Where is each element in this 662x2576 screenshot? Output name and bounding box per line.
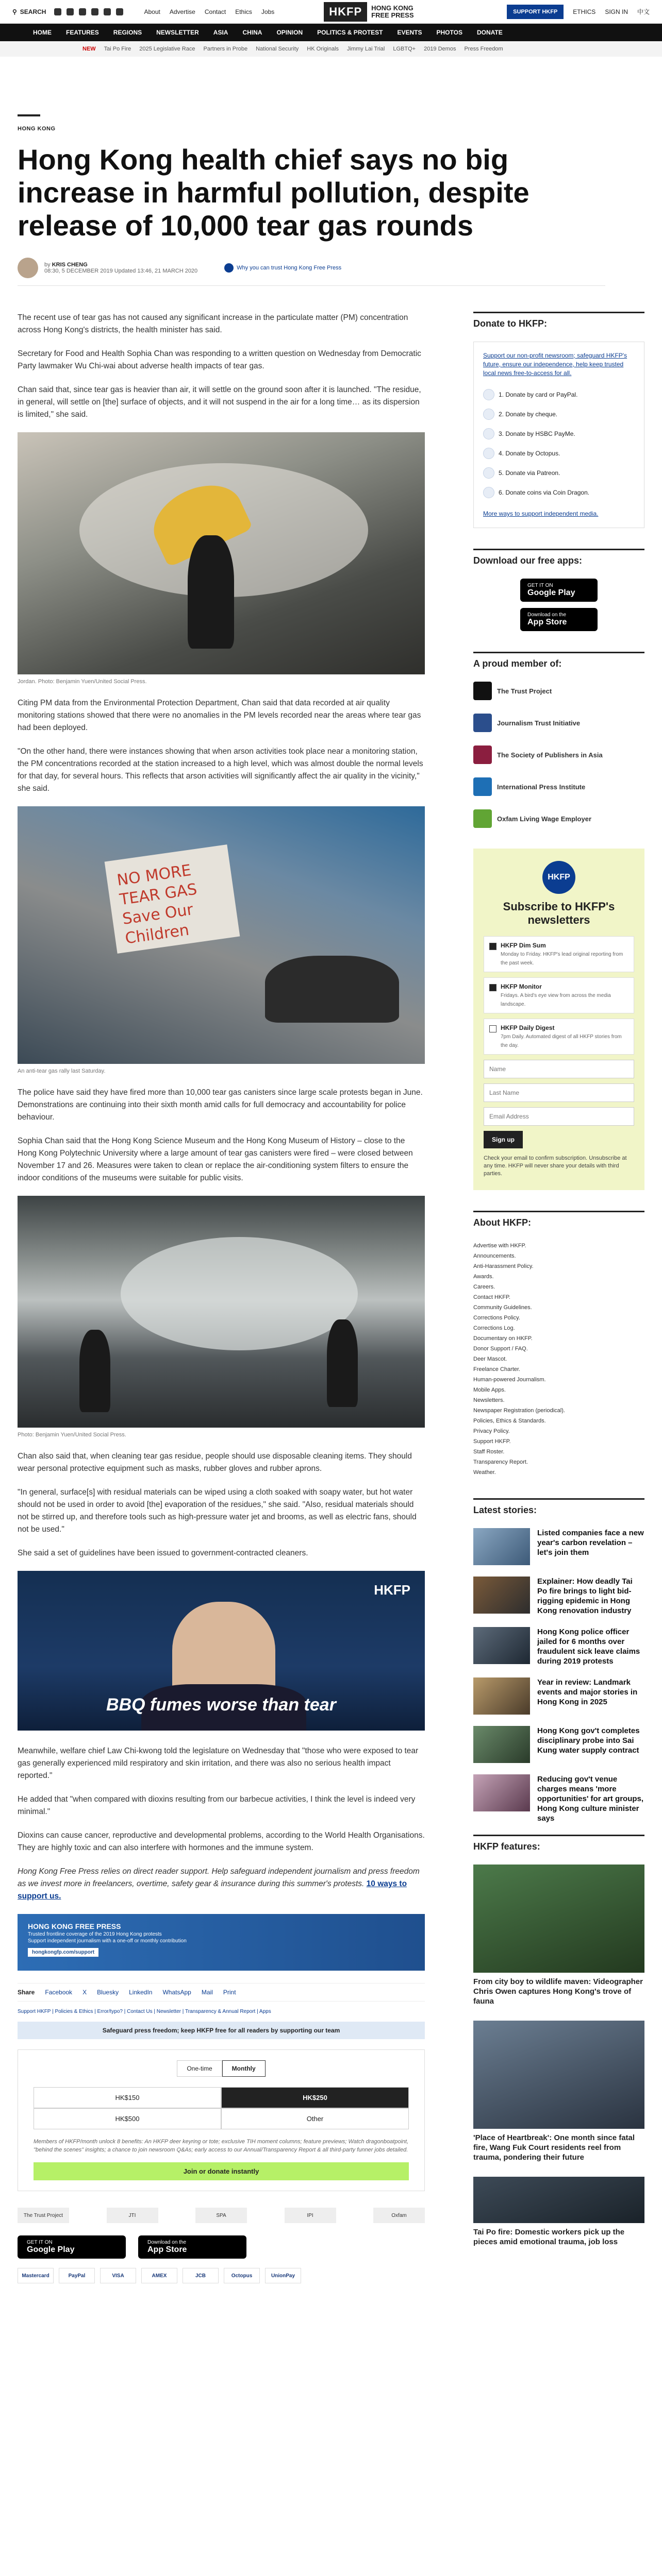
story-item[interactable] xyxy=(473,1577,644,1616)
search-label: SEARCH xyxy=(20,8,46,15)
story-thumbnail xyxy=(473,1528,530,1565)
nav-item-regions[interactable]: REGIONS xyxy=(113,29,142,36)
donate-method[interactable] xyxy=(483,463,635,483)
member-sopa[interactable] xyxy=(473,745,644,764)
search-icon: ⚲ xyxy=(12,8,17,15)
features-list xyxy=(473,1865,644,2247)
donate-amounts xyxy=(34,2087,409,2129)
newsletter-option-name: HKFP Daily Digest xyxy=(501,1024,555,1031)
newsletter-option[interactable] xyxy=(484,977,634,1013)
sign-text: NO MORE TEAR GAS Save Our Children xyxy=(115,861,198,948)
latest-heading: Latest stories: xyxy=(473,1498,644,1521)
top-links-right xyxy=(507,5,650,19)
paragraph: Chan also said that, when cleaning tear gas residue, people should use disposable cleaning items. They should wear personal protective equipment such as masks, rubber gloves and rubber aprons. xyxy=(18,1452,412,1473)
about-link[interactable]: Support HKFP. xyxy=(473,1438,511,1445)
officer-figure xyxy=(327,1319,358,1407)
story-item[interactable] xyxy=(473,1528,644,1565)
embedded-video[interactable] xyxy=(18,1571,425,1731)
story-item[interactable] xyxy=(473,1627,644,1666)
subnav-item[interactable]: LGBTQ+ xyxy=(393,46,416,52)
donate-more-link[interactable]: More ways to support independent media. xyxy=(483,510,599,517)
features-heading: HKFP features: xyxy=(473,1835,644,1857)
story-thumbnail xyxy=(473,1726,530,1763)
google-play-button[interactable] xyxy=(18,2235,126,2259)
patreon-icon xyxy=(483,467,494,479)
google-play-label: Google Play xyxy=(527,588,575,597)
share-bar xyxy=(18,1983,425,2002)
byline-text xyxy=(44,262,197,274)
ipi-icon xyxy=(473,777,492,796)
safeguard-banner[interactable]: Safeguard press freedom; keep HKFP free for all readers by supporting our team xyxy=(18,2022,425,2039)
new-badge: NEW xyxy=(82,46,96,52)
newsletter-option[interactable] xyxy=(484,1019,634,1055)
sub-nav xyxy=(0,41,662,57)
member-jti[interactable] xyxy=(473,714,644,732)
share-linkedin[interactable]: LinkedIn xyxy=(129,1989,153,1996)
story-title: Year in review: Landmark events and major stories in Hong Kong in 2025 xyxy=(537,1678,638,1706)
banner-line-3: Support independent journalism with a one-off or monthly contribution xyxy=(28,1938,187,1944)
paragraph: "On the other hand, there were instances showing that when arson activities took place near a monitoring station, the PM concentrations recorded at the station increased to a high level, which was almost double the normal levels for that day, for several hours. This reflects that arson activities will significantly affect the air quality in the vicinity," she said. xyxy=(18,747,423,793)
donate-method[interactable] xyxy=(483,385,635,404)
about-link[interactable]: Mobile Apps. xyxy=(473,1387,506,1393)
jti-icon xyxy=(473,714,492,732)
member-oxfam[interactable] xyxy=(473,809,644,828)
logo-name xyxy=(371,5,413,19)
story-item[interactable] xyxy=(473,1726,644,1763)
donate-method-label: 2. Donate by cheque. xyxy=(499,411,558,418)
paragraph: Sophia Chan said that the Hong Kong Science Museum and the Hong Kong Museum of History – close to the Hong Kong Polytechnic University where a large amount of tear gas canisters were fired – were closed between November 17 and 26. Measures were taken to clean or replace the air-conditioning system filters to ensure the indoor conditions of the museums were suitable for public visits. xyxy=(18,1137,413,1182)
story-thumbnail xyxy=(473,1774,530,1811)
subnav-item[interactable]: 2019 Demos xyxy=(424,46,456,52)
top-link-contact[interactable]: Contact xyxy=(204,8,226,15)
newsletter-option-name: HKFP Dim Sum xyxy=(501,942,546,949)
article-header xyxy=(18,57,605,286)
share-bluesky[interactable]: Bluesky xyxy=(97,1989,119,1996)
donate-frequency xyxy=(34,2060,409,2077)
trust-project-icon xyxy=(473,682,492,700)
donate-method[interactable] xyxy=(483,404,635,424)
spa-logo[interactable]: SPA xyxy=(195,2208,247,2223)
support-hkfp-button[interactable]: SUPPORT HKFP xyxy=(507,5,564,19)
support-banner[interactable] xyxy=(18,1914,425,1971)
video-watermark: HKFP xyxy=(374,1582,410,1598)
nav-item-newsletter[interactable]: NEWSLETTER xyxy=(156,29,199,36)
octopus-icon: Octopus xyxy=(224,2268,260,2283)
trust-link[interactable] xyxy=(224,263,341,273)
nav-item-events[interactable]: EVENTS xyxy=(397,29,422,36)
about-link[interactable]: Transparency Report. xyxy=(473,1459,528,1465)
nav-item-china[interactable]: CHINA xyxy=(242,29,262,36)
feature-title: 'Place of Heartbreak': One month since fatal fire, Wang Fuk Court residents reel from trauma, pondering their future xyxy=(473,2133,635,2162)
top-links-left xyxy=(144,8,274,15)
author-prefix: by xyxy=(44,262,51,268)
newsletter-note: Check your email to confirm subscription. Unsubscribe at any time. HKFP will never share your details with third parties. xyxy=(484,1155,627,1177)
banner-cta[interactable]: hongkongfp.com/support xyxy=(28,1948,98,1957)
member-list xyxy=(473,682,644,828)
about-link[interactable]: Corrections Log. xyxy=(473,1325,515,1331)
checkbox-checked[interactable] xyxy=(489,984,496,991)
story-title: Hong Kong police officer jailed for 6 months over fraudulent sick leave claims during 2019 protests xyxy=(537,1628,640,1666)
article-dates: 08:30, 5 DECEMBER 2019 Updated 13:46, 21 MARCH 2020 xyxy=(44,268,198,274)
app-store-label: App Store xyxy=(147,2245,187,2254)
nav-item-opinion[interactable]: OPINION xyxy=(276,29,303,36)
sidebar-app-buttons xyxy=(473,579,644,631)
member-ipi[interactable] xyxy=(473,777,644,796)
social-icons xyxy=(54,8,123,15)
about-list xyxy=(473,1241,644,1478)
share-mail[interactable]: Mail xyxy=(201,1989,213,1996)
signup-button[interactable]: Sign up xyxy=(484,1131,523,1148)
card-icon xyxy=(483,389,494,400)
share-print[interactable]: Print xyxy=(223,1989,236,1996)
story-thumbnail xyxy=(473,1577,530,1614)
facebook-icon[interactable] xyxy=(54,8,61,15)
about-link[interactable]: Awards. xyxy=(473,1274,494,1280)
about-link[interactable]: Human-powered Journalism. xyxy=(473,1377,546,1383)
lying-protester xyxy=(265,956,399,1023)
oxfam-logo[interactable]: Oxfam xyxy=(373,2208,425,2223)
photo-caption: Jordan. Photo: Benjamin Yuen/United Social Press. xyxy=(18,679,147,685)
freq-one-time[interactable]: One-time xyxy=(177,2060,222,2077)
member-label: International Press Institute xyxy=(497,783,586,791)
footer-app-buttons xyxy=(18,2235,425,2259)
amount-option-selected[interactable]: HK$250 xyxy=(221,2087,409,2108)
about-link[interactable]: Newspaper Registration (periodical). xyxy=(473,1408,565,1414)
story-thumbnail xyxy=(473,1627,530,1664)
trust-label: Why you can trust Hong Kong Free Press xyxy=(237,265,342,271)
feature-item[interactable] xyxy=(473,2177,644,2247)
feature-item[interactable] xyxy=(473,2021,644,2162)
section-label[interactable]: HONG KONG xyxy=(18,126,56,132)
newsletter-option-name: HKFP Monitor xyxy=(501,983,542,990)
checkbox-checked[interactable] xyxy=(489,943,496,950)
sidebar xyxy=(473,312,644,2283)
about-link[interactable]: Advertise with HKFP. xyxy=(473,1243,526,1249)
about-link[interactable]: Policies, Ethics & Standards. xyxy=(473,1418,546,1424)
first-name-input[interactable] xyxy=(484,1060,634,1078)
photo-anti-tear-gas-rally xyxy=(18,806,425,1064)
member-trust-project[interactable] xyxy=(473,682,644,700)
paragraph: She said a set of guidelines have been issued to government-contracted cleaners. xyxy=(18,1549,308,1557)
story-item[interactable] xyxy=(473,1677,644,1715)
article-title: Hong Kong health chief says no big increase in harmful pollution, despite release of 10,000 tear gas rounds xyxy=(18,143,529,242)
subnav-item[interactable]: 2025 Legislative Race xyxy=(139,46,195,52)
paragraph: Chan said that, since tear gas is heavier than air, it will settle on the ground soon after it is launched. "The residue, in general, will settle on [the] surface of objects, and it will not suspend in the air for a long time… as its dispersion is limited," she said. xyxy=(18,385,421,419)
banner-line-2: Trusted frontline coverage of the 2019 Hong Kong protests xyxy=(28,1931,162,1937)
nav-item-donate[interactable]: DONATE xyxy=(476,29,503,36)
member-label: Oxfam Living Wage Employer xyxy=(497,815,592,823)
about-link[interactable]: Freelance Charter. xyxy=(473,1366,521,1372)
sopa-icon xyxy=(473,745,492,764)
google-play-label: Google Play xyxy=(27,2245,75,2254)
photo-tear-gas-umbrella xyxy=(18,432,425,674)
support-link[interactable]: 10 ways to support us. xyxy=(18,1879,407,1901)
newsletter-option-desc: Monday to Friday. HKFP's lead original reporting from the past week. xyxy=(501,952,623,966)
app-store-small: Download on the xyxy=(147,2240,187,2245)
main-nav xyxy=(0,24,662,41)
member-heading: A proud member of: xyxy=(473,652,644,674)
about-link[interactable]: Weather. xyxy=(473,1469,496,1476)
donate-method-label: 6. Donate coins via Coin Dragon. xyxy=(499,489,590,496)
about-link[interactable]: Staff Roster. xyxy=(473,1449,505,1455)
story-title: Explainer: How deadly Tai Po fire brings to light bid-rigging epidemic in Hong Kong renovation industry xyxy=(537,1577,633,1615)
logo-name-line-1: HONG KONG xyxy=(371,4,413,12)
nav-item-home[interactable]: HOME xyxy=(33,29,52,36)
chinese-link[interactable]: 中文 xyxy=(637,8,650,15)
paragraph: The police have said they have fired more than 10,000 tear gas canisters since large scale protests began in June. Demonstrations are continuing into their sixth month amid calls for full democracy and accountability for police behaviour. xyxy=(18,1088,423,1122)
search-button[interactable] xyxy=(12,8,46,15)
about-link[interactable]: Privacy Policy. xyxy=(473,1428,510,1434)
donate-more xyxy=(483,510,635,518)
share-facebook[interactable]: Facebook xyxy=(45,1989,73,1996)
share-label: Share xyxy=(18,1989,35,1996)
donate-method[interactable] xyxy=(483,444,635,463)
visa-icon: VISA xyxy=(100,2268,136,2283)
sign-in-link[interactable]: SIGN IN xyxy=(605,8,628,15)
support-note-text: Hong Kong Free Press relies on direct reader support. Help safeguard independent journalism and press freedom as we invest more in freelancers, overtime, safety gear & insurance during this summer's protests. xyxy=(18,1867,420,1888)
newsletter-option-desc: 7pm Daily. Automated digest of all HKFP stories from the day. xyxy=(501,1034,622,1048)
story-title: Reducing gov't venue charges means 'more opportunities' for art groups, Hong Kong culture minister says xyxy=(537,1775,644,1823)
story-title: Listed companies face a new year's carbon revelation – let's join them xyxy=(537,1529,644,1557)
protester-figure xyxy=(188,535,234,649)
freq-monthly[interactable]: Monthly xyxy=(222,2060,266,2077)
threads-icon[interactable] xyxy=(104,8,111,15)
app-store-label: App Store xyxy=(527,618,567,626)
about-link[interactable]: Contact HKFP. xyxy=(473,1294,510,1300)
video-caption: BBQ fumes worse than tear xyxy=(106,1695,336,1715)
octopus-icon xyxy=(483,448,494,459)
about-link[interactable]: Careers. xyxy=(473,1284,495,1290)
nav-item-photos[interactable]: PHOTOS xyxy=(436,29,462,36)
donate-heading: Donate to HKFP: xyxy=(473,312,644,334)
amount-option[interactable]: HK$150 xyxy=(34,2087,221,2108)
feature-title: Tai Po fire: Domestic workers pick up the pieces amid emotional trauma, job loss xyxy=(473,2228,625,2246)
subnav-item[interactable]: Press Freedom xyxy=(464,46,503,52)
donate-intro xyxy=(483,351,635,378)
cheque-icon xyxy=(483,409,494,420)
email-input[interactable] xyxy=(484,1107,634,1126)
payment-methods xyxy=(18,2268,425,2283)
share-x[interactable]: X xyxy=(82,1989,87,1996)
latest-stories xyxy=(473,1528,644,1823)
newsletter-option-desc: Fridays. A bird's eye view from across the media landscape. xyxy=(501,993,611,1007)
donate-method[interactable] xyxy=(483,483,635,502)
about-link[interactable]: Donor Support / FAQ. xyxy=(473,1346,528,1352)
photo-caption: Photo: Benjamin Yuen/United Social Press. xyxy=(18,1432,126,1438)
paragraph: Meanwhile, welfare chief Law Chi-kwong told the legislature on Wednesday that "those who were exposed to tear gas generally experienced mild respiratory and skin irritation, and there was also no serious health impact reported." xyxy=(18,1747,419,1780)
about-link[interactable]: Anti-Harassment Policy. xyxy=(473,1263,534,1269)
unionpay-icon: UnionPay xyxy=(265,2268,301,2283)
about-link[interactable]: Announcements. xyxy=(473,1253,516,1259)
google-play-small: GET IT ON xyxy=(27,2240,53,2245)
nav-item-asia[interactable]: ASIA xyxy=(213,29,228,36)
feature-image xyxy=(473,1865,644,1973)
app-store-button[interactable] xyxy=(138,2235,246,2259)
banner-line-1: HONG KONG FREE PRESS xyxy=(28,1922,121,1930)
donate-widget xyxy=(18,2049,425,2191)
google-play-button[interactable] xyxy=(520,579,598,602)
feature-title: From city boy to wildlife maven: Videographer Chris Owen captures Hong Kong's trove of fauna xyxy=(473,1977,643,2006)
last-name-input[interactable] xyxy=(484,1083,634,1102)
logo-mark: HKFP xyxy=(324,2,367,22)
subnav-item[interactable]: Tai Po Fire xyxy=(104,46,131,52)
about-link[interactable]: Corrections Policy. xyxy=(473,1315,520,1321)
share-whatsapp[interactable]: WhatsApp xyxy=(162,1989,191,1996)
photo-police-tear-gas xyxy=(18,1196,425,1428)
header-rule xyxy=(18,114,40,116)
paragraph: Citing PM data from the Environmental Protection Department, Chan said that data recorded at air quality monitoring stations showed that there were no anomalies in the PM levels recorded near the areas where tear gas had been deployed. xyxy=(18,699,421,732)
donate-methods xyxy=(483,385,635,502)
story-title: Hong Kong gov't completes disciplinary probe into Sai Kung water supply contract xyxy=(537,1726,640,1755)
amount-option-other[interactable]: Other xyxy=(221,2108,409,2129)
bluesky-icon[interactable] xyxy=(116,8,123,15)
jcb-icon: JCB xyxy=(183,2268,219,2283)
author-avatar xyxy=(18,258,38,278)
app-store-button[interactable] xyxy=(520,608,598,631)
top-link-about[interactable]: About xyxy=(144,8,160,15)
top-link-advertise[interactable]: Advertise xyxy=(169,8,195,15)
byline xyxy=(18,258,605,286)
top-utility-bar xyxy=(0,0,662,24)
subnav-item[interactable]: Jimmy Lai Trial xyxy=(347,46,385,52)
feature-image xyxy=(473,2021,644,2129)
donate-intro-link[interactable]: Support our non-profit newsroom; safeguard HKFP's future, ensure our independence, help keep trusted local news free-to-access for all. xyxy=(483,352,627,377)
donate-method-label: 5. Donate via Patreon. xyxy=(499,469,560,477)
top-link-jobs[interactable]: Jobs xyxy=(261,8,275,15)
top-link-ethics-2[interactable]: ETHICS xyxy=(573,8,596,15)
coin-icon xyxy=(483,487,494,498)
trust-project-logo[interactable]: The Trust Project xyxy=(18,2208,69,2223)
payme-icon xyxy=(483,428,494,439)
about-link[interactable]: Deer Mascot. xyxy=(473,1356,507,1362)
donate-method-label: 4. Donate by Octopus. xyxy=(499,450,560,457)
newsletter-option[interactable] xyxy=(484,936,634,972)
app-store-small: Download on the xyxy=(527,612,567,618)
google-play-small: GET IT ON xyxy=(527,583,553,588)
donate-method-label: 3. Donate by HSBC PayMe. xyxy=(499,430,575,437)
donate-method[interactable] xyxy=(483,424,635,444)
apps-heading: Download our free apps: xyxy=(473,549,644,571)
story-thumbnail xyxy=(473,1677,530,1715)
paragraph: Dioxins can cause cancer, reproductive and developmental problems, according to the World Health Organisations. They are highly toxic and can also interfere with hormones and the immune system. xyxy=(18,1831,425,1852)
officer-figure xyxy=(79,1330,110,1412)
feature-item[interactable] xyxy=(473,1865,644,2006)
gas-cloud xyxy=(121,1237,358,1350)
instagram-icon[interactable] xyxy=(79,8,86,15)
subnav-item[interactable]: National Security xyxy=(256,46,299,52)
join-donate-button[interactable]: Join or donate instantly xyxy=(34,2162,409,2180)
support-note xyxy=(18,1866,425,1903)
author-name[interactable]: KRIS CHENG xyxy=(52,262,88,268)
oxfam-icon xyxy=(473,809,492,828)
member-label: Journalism Trust Initiative xyxy=(497,719,581,727)
newsletter-signup xyxy=(473,849,644,1190)
donate-description: Members of HKFP/month unlock 8 benefits: An HKFP deer keyring or tote; exclusive TIH moment columns; feature previews; Watch dragonboatpoint, "behind the scenes" insights; a chance to join newsroom Q&As; early access to our Annual/Transparency Report & all third-party funner jobs detailed. xyxy=(34,2139,409,2153)
youtube-icon[interactable] xyxy=(91,8,98,15)
ipi-logo[interactable]: IPI xyxy=(285,2208,336,2223)
newsletter-title: Subscribe to HKFP's newsletters xyxy=(503,900,615,926)
mastercard-icon: Mastercard xyxy=(18,2268,54,2283)
article-footer-links[interactable]: Support HKFP | Policies & Ethics | Error/typo? | Contact Us | Newsletter | Transparency & Annual Report | Apps xyxy=(18,2009,271,2014)
newsletter-logo: HKFP xyxy=(542,861,575,894)
feature-image xyxy=(473,2177,644,2223)
member-label: The Society of Publishers in Asia xyxy=(497,751,603,759)
trust-badge-icon xyxy=(224,263,234,273)
donate-box xyxy=(473,342,644,528)
paragraph: Secretary for Food and Health Sophia Chan was responding to a written question on Wednesday from Democratic Party lawmaker Wu Chi-wai about adverse health impacts of tear gas. xyxy=(18,349,421,370)
subnav-item[interactable]: HK Originals xyxy=(307,46,339,52)
about-link[interactable]: Documentary on HKFP. xyxy=(473,1335,533,1342)
nav-item-politics[interactable]: POLITICS & PROTEST xyxy=(317,29,383,36)
paragraph: "In general, surface[s] with residual materials can be wiped using a cloth soaked with soapy water, but hot water should not be used in order to avoid [the] evaporation of the residues," she said. "Also, residual materials should not be stirred up, and therefore tools such as high-pressure water jet and brooms, as well as electric fans, should not be used." xyxy=(18,1488,417,1534)
photo-caption: An anti-tear gas rally last Saturday. xyxy=(18,1068,106,1074)
amount-option[interactable]: HK$500 xyxy=(34,2108,221,2129)
donate-method-label: 1. Donate by card or PayPal. xyxy=(499,391,578,398)
paragraph: The recent use of tear gas has not caused any significant increase in the particulate matter (PM) concentration across Hong Kong's districts, the health minister has said. xyxy=(18,313,408,334)
nav-item-features[interactable]: FEATURES xyxy=(66,29,99,36)
subnav-item[interactable]: Partners in Probe xyxy=(203,46,248,52)
logo-name-line-2: FREE PRESS xyxy=(371,11,414,19)
about-heading: About HKFP: xyxy=(473,1211,644,1233)
paypal-icon: PayPal xyxy=(59,2268,95,2283)
top-link-ethics[interactable]: Ethics xyxy=(235,8,252,15)
amex-icon: AMEX xyxy=(141,2268,177,2283)
about-link[interactable]: Newsletters. xyxy=(473,1397,505,1403)
checkbox[interactable] xyxy=(489,1025,496,1032)
footer-member-logos xyxy=(18,2202,425,2228)
site-logo[interactable] xyxy=(324,2,413,22)
story-item[interactable] xyxy=(473,1774,644,1823)
x-icon[interactable] xyxy=(67,8,74,15)
about-link[interactable]: Community Guidelines. xyxy=(473,1304,532,1311)
member-label: The Trust Project xyxy=(497,687,552,695)
paragraph: He added that "when compared with dioxins resulting from our barbecue activities, I think the level is indeed very minimal." xyxy=(18,1795,416,1816)
jti-logo[interactable]: JTI xyxy=(107,2208,158,2223)
article-body xyxy=(18,312,425,2283)
